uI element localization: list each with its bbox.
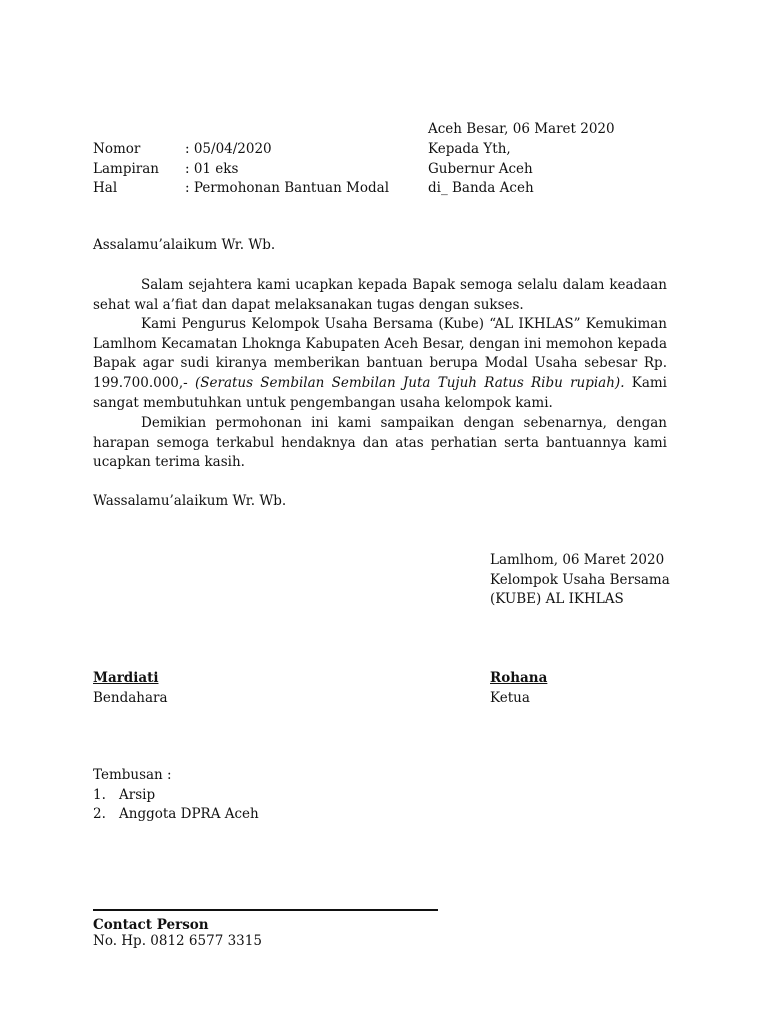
meta-row-hal — [93, 179, 389, 199]
meta-value: : 01 eks — [185, 160, 239, 177]
amount-in-words: (Seratus Sembilan Sembilan Juta Tujuh Ratus Ribu rupiah). — [195, 375, 625, 392]
signatory-right-name: Rohana — [490, 670, 548, 686]
recipient-line: Kepada Yth, — [428, 141, 511, 157]
meta-label: Hal — [93, 180, 118, 197]
recipient-line: Gubernur Aceh — [428, 160, 533, 177]
contact-title: Contact Person — [93, 917, 209, 933]
meta-value: : 05/04/2020 — [185, 141, 272, 157]
meta-row-nomor — [93, 140, 389, 160]
cc-item — [93, 805, 259, 825]
meta-label: Nomor — [93, 141, 141, 157]
cc-item — [93, 786, 155, 806]
cc-item-text: Arsip — [119, 787, 156, 803]
recipient-block — [428, 140, 534, 199]
contact-phone: No. Hp. 0812 6577 3315 — [93, 933, 262, 949]
signature-line: Kelompok Usaha Bersama — [490, 571, 670, 588]
greeting: Assalamu’alaikum Wr. Wb. — [93, 237, 276, 253]
body-paragraph-2 — [93, 315, 667, 414]
meta-value: : Permohonan Bantuan Modal — [185, 180, 390, 197]
signature-line: Lamlhom, 06 Maret 2020 — [490, 552, 665, 568]
cc-item-number: 1. — [93, 787, 106, 803]
cc-item-number: 2. — [93, 806, 106, 822]
contact-divider — [93, 909, 438, 911]
closing-salutation: Wassalamu’alaikum Wr. Wb. — [93, 493, 287, 509]
letter-date: Aceh Besar, 06 Maret 2020 — [428, 121, 615, 137]
signatory-left-name: Mardiati — [93, 670, 159, 686]
signatory-left-role: Bendahara — [93, 690, 168, 706]
para2-text: Kami Pengurus Kelompok Usaha Bersama (Kube) “AL IKHLAS” Kemukiman Lamlhom Kecamatan Lhoknga Kabupaten Aceh Besar, dengan ini memohon kepada Bapak agar sudi kiranya memberikan bantuan berupa Modal Usaha sebesar Rp. 199.700.000,- — [93, 316, 667, 392]
signatory-right-role: Ketua — [490, 690, 530, 706]
signature-header — [490, 551, 670, 610]
cc-item-text: Anggota DPRA Aceh — [119, 806, 259, 822]
para2-text-end: Kami sangat membutuhkan untuk pengembangan usaha kelompok kami. — [93, 375, 668, 411]
meta-block — [93, 140, 389, 199]
body-paragraph-1: Salam sejahtera kami ucapkan kepada Bapak semoga selalu dalam keadaan sehat wal a’fiat dan dapat melaksanakan tugas dengan sukses. — [93, 277, 667, 313]
signature-line: (KUBE) AL IKHLAS — [490, 591, 624, 608]
cc-title: Tembusan : — [93, 767, 172, 783]
meta-label: Lampiran — [93, 160, 159, 177]
recipient-line: di_ Banda Aceh — [428, 180, 534, 197]
meta-row-lampiran — [93, 160, 389, 180]
body-paragraph-3: Demikian permohonan ini kami sampaikan dengan sebenarnya, dengan harapan semoga terkabul hendaknya dan atas perhatian serta bantuannya kami ucapkan terima kasih. — [93, 415, 667, 471]
